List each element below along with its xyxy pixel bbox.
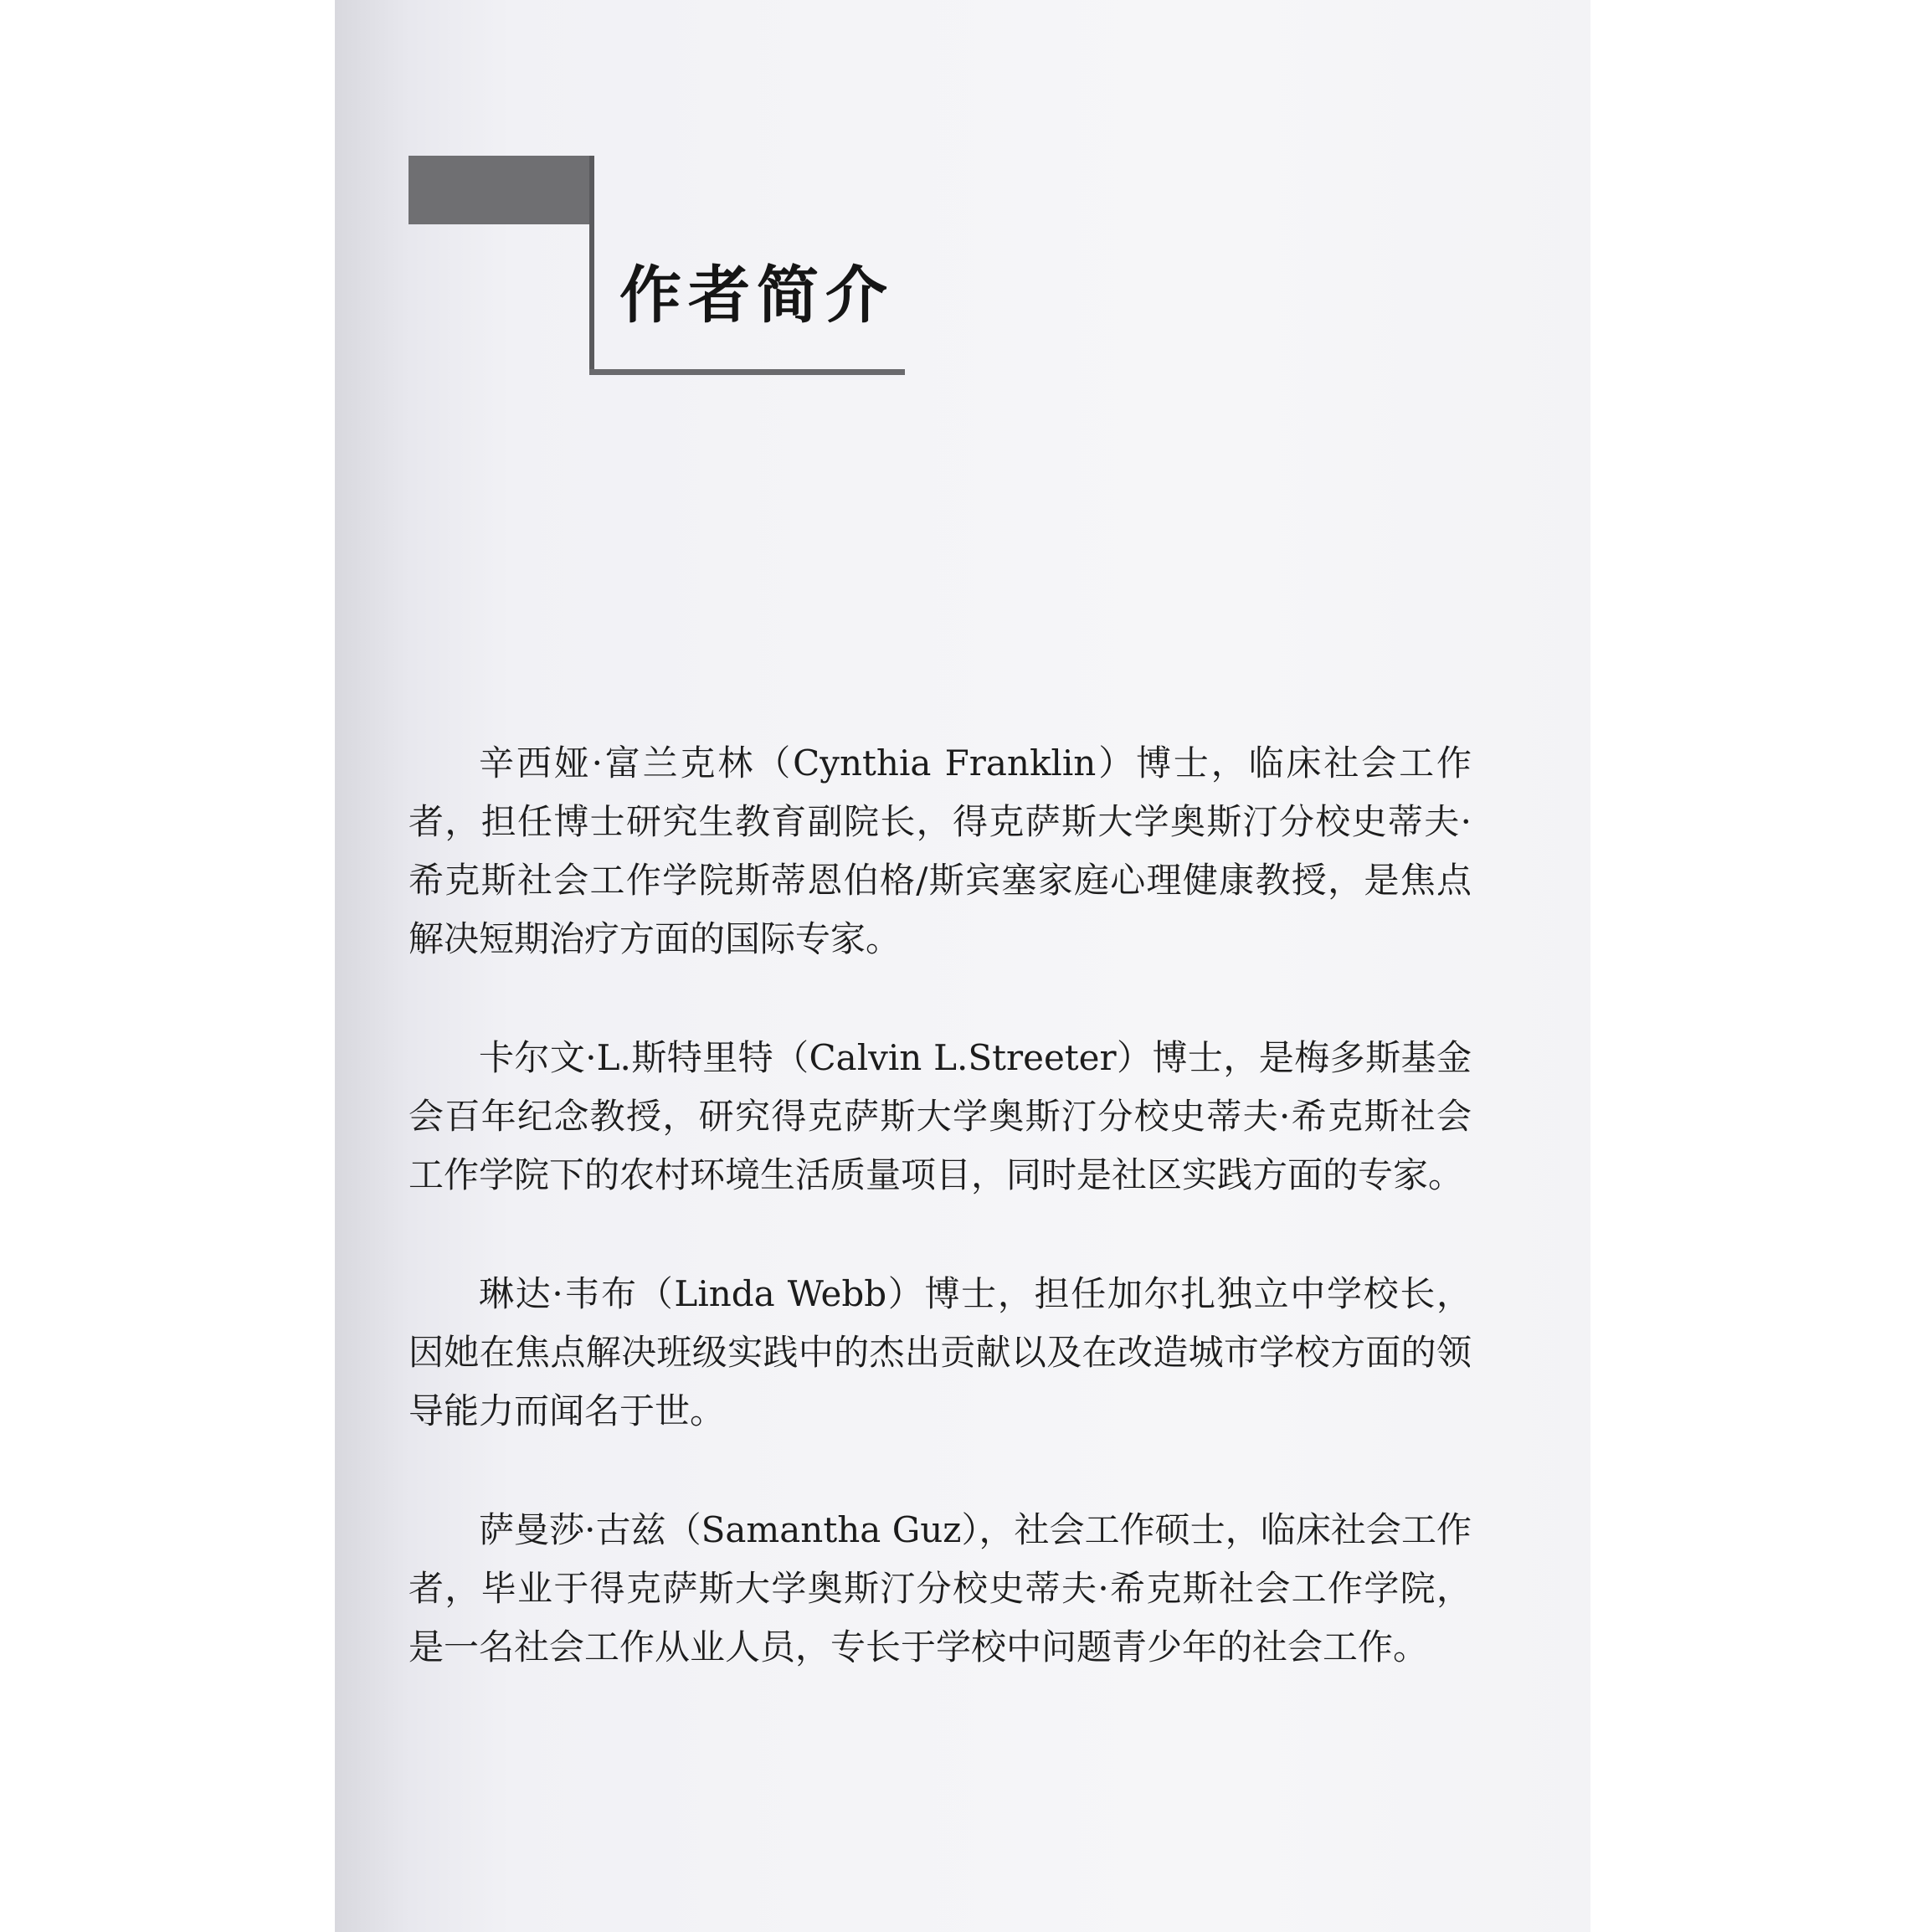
author-bio-cynthia-franklin: 辛西娅·富兰克林（Cynthia Franklin）博士，临床社会工作者，担任博士研究生教育副院长，得克萨斯大学奥斯汀分校史蒂夫·希克斯社会工作学院斯蒂恩伯格/斯宾塞家庭心理健康教授，是焦点解决短期治疗方面的国际专家。: [408, 742, 1472, 959]
chapter-header-horizontal-rule: [589, 369, 905, 375]
scan-left-margin: [0, 0, 335, 1932]
page-title: 作者简介: [619, 259, 894, 331]
author-bio-calvin-streeter: 卡尔文·L.斯特里特（Calvin L.Streeter）博士，是梅多斯基金会百年纪念教授，研究得克萨斯大学奥斯汀分校史蒂夫·希克斯社会工作学院下的农村环境生活质量项目，同时是社区实践方面的专家。: [408, 1037, 1472, 1195]
chapter-header-block: [408, 156, 594, 224]
author-bio-linda-webb: 琳达·韦布（Linda Webb）博士，担任加尔扎独立中学校长，因她在焦点解决班级实践中的杰出贡献以及在改造城市学校方面的领导能力而闻名于世。: [408, 1273, 1472, 1431]
author-bio-samantha-guz: 萨曼莎·古兹（Samantha Guz），社会工作硕士，临床社会工作者，毕业于得克萨斯大学奥斯汀分校史蒂夫·希克斯社会工作学院，是一名社会工作从业人员，专长于学校中问题青少年的社会工作。: [408, 1509, 1472, 1667]
chapter-header-vertical-rule: [589, 156, 594, 375]
scan-right-margin: [1590, 0, 1932, 1932]
